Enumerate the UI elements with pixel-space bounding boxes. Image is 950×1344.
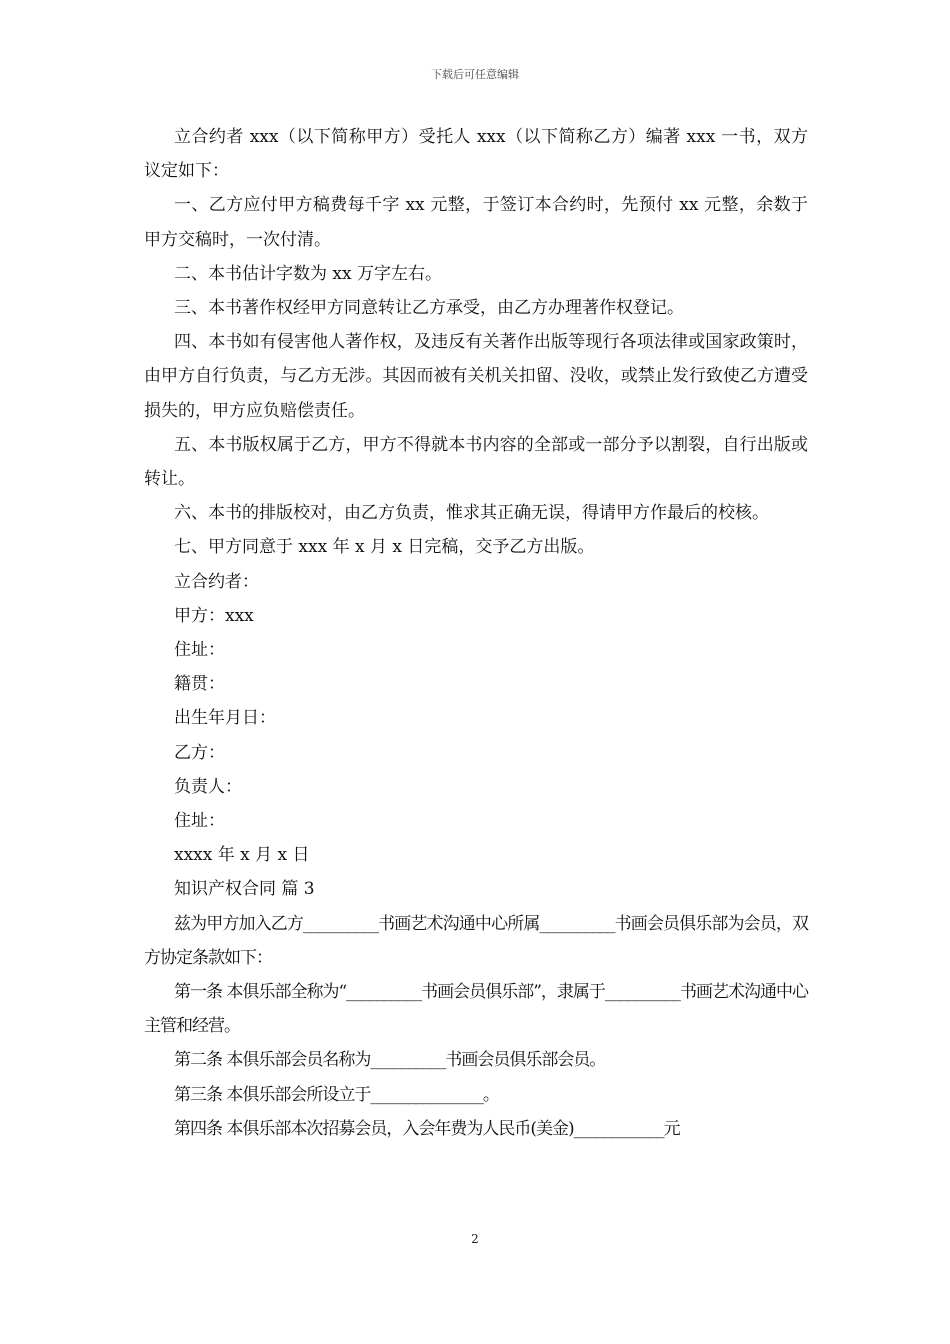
page-header: 下载后可任意编辑	[431, 68, 519, 81]
article-1: 第一条 本俱乐部全称为“__________书画会员俱乐部”，隶属于__________书画艺术沟通中心主管和经营。	[144, 982, 808, 1037]
article-3: 第三条 本俱乐部会所设立于_______________。	[174, 1084, 499, 1105]
clause-7: 七、甲方同意于 xxx 年 x 月 x 日完稿，交予乙方出版。	[174, 537, 595, 558]
clause-4: 四、本书如有侵害他人著作权，及违反有关著作出版等现行各项法律或国家政策时，由甲方自行负责，与乙方无涉。其因而被有关机关扣留、没收，或禁止发行致使乙方遭受损失的，甲方应负赔偿责任。	[144, 332, 808, 421]
party-b-address: 住址：	[174, 811, 225, 832]
party-a-birthdate: 出生年月日：	[174, 708, 276, 729]
document-body	[144, 120, 808, 1146]
clause-3: 三、本书著作权经甲方同意转让乙方承受，由乙方办理著作权登记。	[174, 298, 684, 319]
party-b-line: 乙方：	[174, 742, 225, 763]
party-b-representative: 负责人：	[174, 776, 242, 797]
party-a-address: 住址：	[174, 640, 225, 661]
paragraph-intro: 立合约者 xxx（以下简称甲方）受托人 xxx（以下简称乙方）编著 xxx 一书，双方议定如下：	[144, 127, 808, 182]
section-title: 知识产权合同 篇 3	[174, 879, 315, 900]
party-a-origin: 籍贯：	[174, 674, 225, 695]
signatory-heading: 立合约者：	[174, 571, 259, 592]
clause-2: 二、本书估计字数为 xx 万字左右。	[174, 263, 442, 284]
clause-5: 五、本书版权属于乙方，甲方不得就本书内容的全部或一部分予以割裂，自行出版或转让。	[144, 434, 808, 490]
party-a-line: 甲方：xxx	[174, 605, 254, 626]
clause-1: 一、乙方应付甲方稿费每千字 xx 元整，于签订本合约时，先预付 xx 元整，余数于甲方交稿时，一次付清。	[144, 195, 808, 250]
article-2: 第二条 本俱乐部会员名称为__________书画会员俱乐部会员。	[174, 1050, 606, 1071]
page-number: 2	[471, 1232, 479, 1246]
signing-date: xxxx 年 x 月 x 日	[174, 845, 310, 866]
membership-intro: 兹为甲方加入乙方__________书画艺术沟通中心所属__________书画会员俱乐部为会员，双方协定条款如下：	[144, 913, 808, 968]
clause-6: 六、本书的排版校对，由乙方负责，惟求其正确无误，得请甲方作最后的校核。	[174, 503, 769, 524]
article-4: 第四条 本俱乐部本次招募会员，入会年费为人民币(美金)____________元	[174, 1118, 680, 1139]
